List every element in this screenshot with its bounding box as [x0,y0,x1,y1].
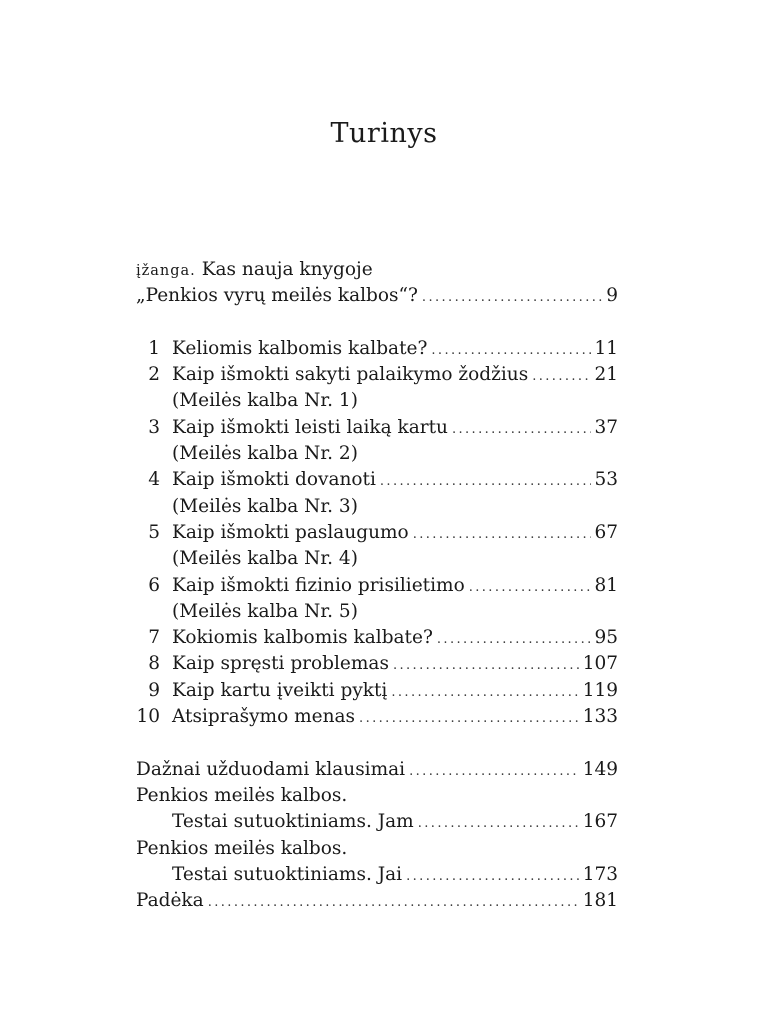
chapter-subtitle: (Meilės kalba Nr. 3) [172,495,358,517]
chapter-subtitle: (Meilės kalba Nr. 5) [172,600,358,622]
entry-subtitle: Testai sutuoktiniams. Jai [172,863,403,885]
toc-entry-faq[interactable] [136,757,618,783]
page-number: 133 [582,706,618,728]
dot-leader [406,864,580,890]
page-number: 9 [606,285,618,307]
page-number: 107 [582,653,618,675]
chapter-number: 10 [136,706,160,728]
table-of-contents [136,257,618,914]
chapter-title: Kaip išmokti fizinio prisilietimo [172,574,465,596]
dot-leader [469,575,592,601]
page-number: 11 [594,337,618,359]
chapter-title: Kokiomis kalbomis kalbate? [172,627,433,649]
toc-entry-chapter-subtitle[interactable] [136,441,618,467]
entry-title: Penkios meilės kalbos. [136,837,348,859]
toc-entry-test-her-cont[interactable] [136,862,618,888]
chapter-number: 3 [148,416,160,438]
dot-leader [208,890,580,916]
spacer [136,730,618,756]
chapter-title: Kaip išmokti paslaugumo [172,521,409,543]
chapter-title: Kaip kartu įveikti pyktį [172,679,388,701]
entry-subtitle: Testai sutuoktiniams. Jam [172,811,414,833]
toc-entry-chapter-subtitle[interactable] [136,494,618,520]
page-number: 149 [582,758,618,780]
toc-entry-chapter[interactable] [136,625,618,651]
chapter-number: 9 [148,679,160,701]
dot-leader [359,706,580,732]
page-number: 167 [582,811,618,833]
chapter-title: Kaip spręsti problemas [172,653,389,675]
page-number: 119 [582,679,618,701]
chapter-subtitle: (Meilės kalba Nr. 2) [172,443,358,465]
spacer [136,310,618,336]
toc-entry-chapter[interactable] [136,467,618,493]
toc-entry-chapter[interactable] [136,336,618,362]
chapter-title: Kaip išmokti leisti laiką kartu [172,416,448,438]
toc-entry-chapter[interactable] [136,415,618,441]
toc-entry-test-him-cont[interactable] [136,809,618,835]
chapter-title: Kaip išmokti sakyti palaikymo žodžius [172,364,529,386]
toc-entry-chapter-subtitle[interactable] [136,546,618,572]
dot-leader [413,522,592,548]
intro-title-line1: Kas nauja knygoje [201,259,373,280]
dot-leader [532,364,591,390]
page-number: 21 [594,364,618,386]
page-number: 173 [582,863,618,885]
dot-leader [393,653,580,679]
entry-title: Penkios meilės kalbos. [136,784,348,806]
page-number: 95 [594,627,618,649]
page-number: 37 [594,416,618,438]
entry-title: Dažnai užduodami klausimai [136,758,406,780]
dot-leader [431,338,591,364]
dot-leader [391,680,579,706]
toc-entry-chapter[interactable] [136,704,618,730]
toc-entry-intro-cont[interactable] [136,283,618,309]
page-number: 53 [594,469,618,491]
chapter-number: 1 [148,337,160,359]
dot-leader [452,417,592,443]
chapter-number: 6 [148,574,160,596]
entry-title: Padėka [136,890,204,912]
dot-leader [422,285,603,311]
chapter-number: 2 [148,364,160,386]
chapter-number: 5 [148,521,160,543]
toc-entry-chapter[interactable] [136,651,618,677]
intro-title-line2: „Penkios vyrų meilės kalbos“? [136,285,418,307]
toc-entry-test-him[interactable] [136,783,618,809]
chapter-title: Keliomis kalbomis kalbate? [172,337,428,359]
chapter-list [136,336,618,730]
chapter-number: 7 [148,627,160,649]
dot-leader [380,469,592,495]
toc-entry-chapter-subtitle[interactable] [136,599,618,625]
chapter-title: Atsiprašymo menas [172,706,356,728]
dot-leader [418,811,580,837]
toc-entry-chapter[interactable] [136,362,618,388]
chapter-number: 4 [148,469,160,491]
toc-entry-test-her[interactable] [136,836,618,862]
toc-entry-chapter[interactable] [136,520,618,546]
page-number: 181 [582,890,618,912]
toc-entry-chapter[interactable] [136,573,618,599]
chapter-subtitle: (Meilės kalba Nr. 1) [172,390,358,412]
toc-entry-thanks[interactable] [136,888,618,914]
chapter-title: Kaip išmokti dovanoti [172,469,376,491]
toc-entry-chapter[interactable] [136,678,618,704]
toc-entry-chapter-subtitle[interactable] [136,388,618,414]
page-number: 67 [594,521,618,543]
chapter-number: 8 [148,653,160,675]
page-number: 81 [594,574,618,596]
dot-leader [409,759,580,785]
intro-prefix: įžanga. [136,263,196,279]
page-title: Turinys [330,118,438,149]
chapter-subtitle: (Meilės kalba Nr. 4) [172,548,358,570]
toc-entry-intro[interactable] [136,257,618,283]
dot-leader [437,627,592,653]
